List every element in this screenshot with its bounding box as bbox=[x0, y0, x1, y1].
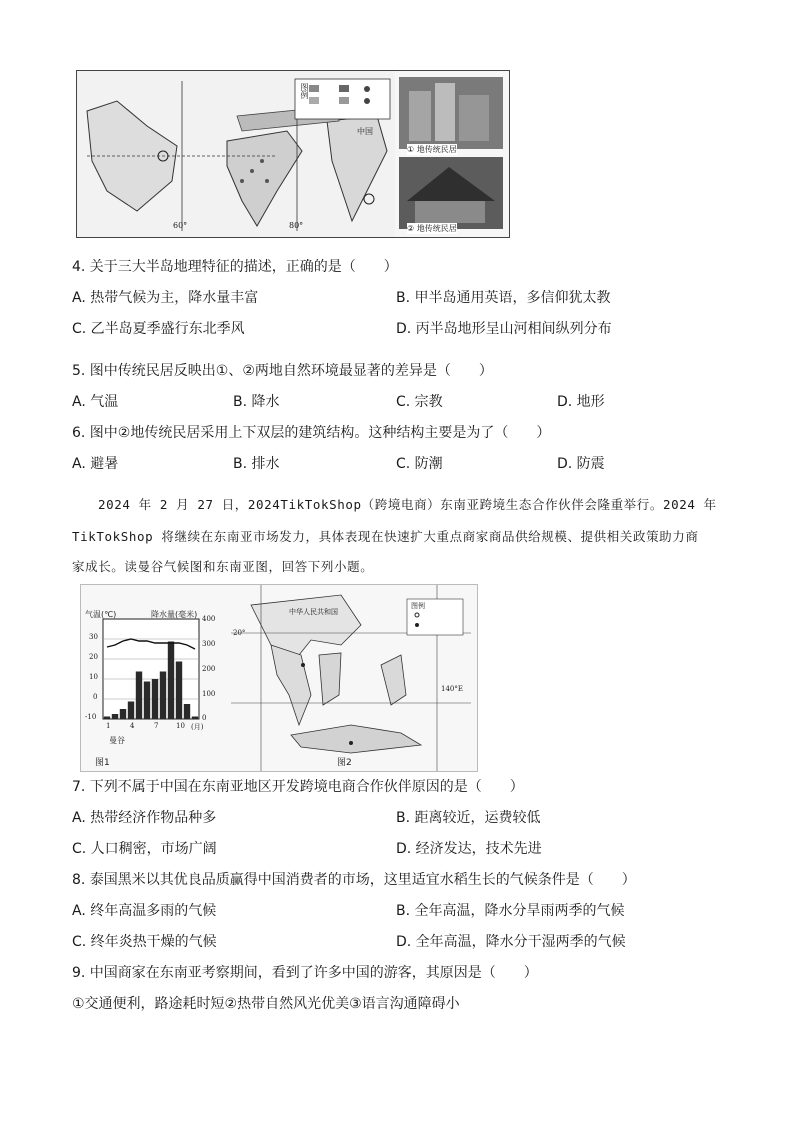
precip-bar bbox=[112, 714, 118, 719]
figure-caption-1: 图1 bbox=[95, 758, 110, 768]
month-tick-7: 7 bbox=[154, 722, 159, 730]
temp-tick-neg10: -10 bbox=[85, 713, 97, 721]
q5-option-a: A. 气温 bbox=[72, 394, 119, 410]
precip-tick-100: 100 bbox=[202, 690, 216, 698]
precip-bar bbox=[136, 672, 142, 720]
temp-tick-30: 30 bbox=[89, 633, 98, 641]
precip-tick-200: 200 bbox=[202, 665, 216, 673]
question-6-stem: 6. 图中②地传统民居采用上下双层的建筑结构。这种结构主要是为了（ ） bbox=[72, 425, 551, 441]
month-unit: (月) bbox=[191, 723, 204, 731]
precip-bar bbox=[120, 709, 126, 719]
q4-option-a: A. 热带气候为主，降水量丰富 bbox=[72, 290, 259, 306]
temp-tick-0: 0 bbox=[93, 693, 98, 701]
q8-option-d: D. 全年高温，降水分干湿两季的气候 bbox=[396, 934, 626, 950]
figure-caption-2: 图2 bbox=[337, 758, 352, 768]
temp-tick-10: 10 bbox=[89, 673, 98, 681]
precip-bar bbox=[144, 682, 150, 720]
q8-option-b: B. 全年高温，降水分旱雨两季的气候 bbox=[396, 903, 625, 919]
q4-option-c: C. 乙半岛夏季盛行东北季风 bbox=[72, 321, 245, 337]
q6-option-d: D. 防震 bbox=[557, 456, 605, 472]
q5-option-d: D. 地形 bbox=[557, 394, 605, 410]
q8-option-c: C. 终年炎热干燥的气候 bbox=[72, 934, 217, 950]
question-4-stem: 4. 关于三大半岛地理特征的描述，正确的是（ ） bbox=[72, 259, 398, 275]
q8-option-a: A. 终年高温多雨的气候 bbox=[72, 903, 217, 919]
precip-axis-title: 降水量(毫米) bbox=[151, 610, 198, 619]
precip-bar bbox=[152, 679, 158, 719]
precip-bar bbox=[104, 717, 110, 720]
month-tick-4: 4 bbox=[130, 722, 135, 730]
passage-line-2: TikTokShop 将继续在东南亚市场发力，具体表现在快速扩大重点商家商品供给规模、提供相关政策助力商 bbox=[72, 529, 699, 544]
climate-and-map-figure bbox=[80, 584, 478, 772]
precip-bar bbox=[168, 642, 174, 720]
q7-option-b: B. 距离较近，运费较低 bbox=[396, 810, 541, 826]
temp-tick-20: 20 bbox=[89, 653, 98, 661]
southeast-asia-map bbox=[231, 585, 471, 771]
question-7-stem: 7. 下列不属于中国在东南亚地区开发跨境电商合作伙伴原因的是（ ） bbox=[72, 779, 524, 795]
q7-option-d: D. 经济发达，技术先进 bbox=[396, 841, 542, 857]
q9-statements: ①交通便利，路途耗时短②热带自然风光优美③语言沟通障碍小 bbox=[72, 996, 460, 1012]
peninsula-map-figure bbox=[76, 70, 510, 238]
q4-option-b: B. 甲半岛通用英语，多信仰犹太教 bbox=[396, 290, 611, 306]
china-label: 中国 bbox=[357, 127, 373, 136]
q7-option-a: A. 热带经济作物品种多 bbox=[72, 810, 217, 826]
q6-option-b: B. 排水 bbox=[233, 456, 280, 472]
precip-bar bbox=[192, 717, 198, 720]
question-8-stem: 8. 泰国黑米以其优良品质赢得中国消费者的市场，这里适宜水稻生长的气候条件是（ ） bbox=[72, 872, 636, 888]
passage-line-1: 2024 年 2 月 27 日，2024TikTokShop（跨境电商）东南亚跨境生态合作伙伴会隆重举行。2024 年 bbox=[98, 497, 717, 512]
city-label: 曼谷 bbox=[109, 736, 125, 745]
question-5-stem: 5. 图中传统民居反映出①、②两地自然环境最显著的差异是（ ） bbox=[72, 363, 493, 379]
temp-axis-title: 气温(℃) bbox=[85, 610, 117, 619]
month-tick-10: 10 bbox=[176, 722, 185, 730]
passage-line-3: 家成长。读曼谷气候图和东南亚图，回答下列小题。 bbox=[72, 559, 374, 574]
meridian-60-label: 60° bbox=[173, 221, 188, 230]
map-legend-title: 图例 bbox=[411, 602, 425, 610]
question-9-stem: 9. 中国商家在东南亚考察期间，看到了许多中国的游客，其原因是（ ） bbox=[72, 965, 538, 981]
q7-option-c: C. 人口稠密，市场广阔 bbox=[72, 841, 217, 857]
precip-bar bbox=[160, 672, 166, 720]
precip-bar bbox=[176, 662, 182, 720]
q4-option-d: D. 丙半岛地形呈山河相间纵列分布 bbox=[396, 321, 612, 337]
q6-option-a: A. 避暑 bbox=[72, 456, 119, 472]
precip-tick-0: 0 bbox=[202, 714, 207, 722]
q6-option-c: C. 防潮 bbox=[396, 456, 443, 472]
lon-label: 140°E bbox=[441, 685, 463, 693]
precip-bar bbox=[184, 704, 190, 719]
meridian-80-label: 80° bbox=[289, 221, 304, 230]
photo-caption-1: ① 地传统民居 bbox=[407, 145, 457, 154]
lat-label: 20° bbox=[233, 629, 246, 637]
q5-option-b: B. 降水 bbox=[233, 394, 280, 410]
photo-caption-2: ② 地传统民居 bbox=[407, 224, 457, 233]
legend-title: 图例 bbox=[300, 83, 309, 99]
precip-tick-300: 300 bbox=[202, 640, 216, 648]
q5-option-c: C. 宗教 bbox=[396, 394, 443, 410]
precip-tick-400: 400 bbox=[202, 615, 216, 623]
map-country-label: 中华人民共和国 bbox=[289, 608, 338, 616]
month-tick-1: 1 bbox=[106, 722, 111, 730]
precip-bar bbox=[128, 702, 134, 720]
